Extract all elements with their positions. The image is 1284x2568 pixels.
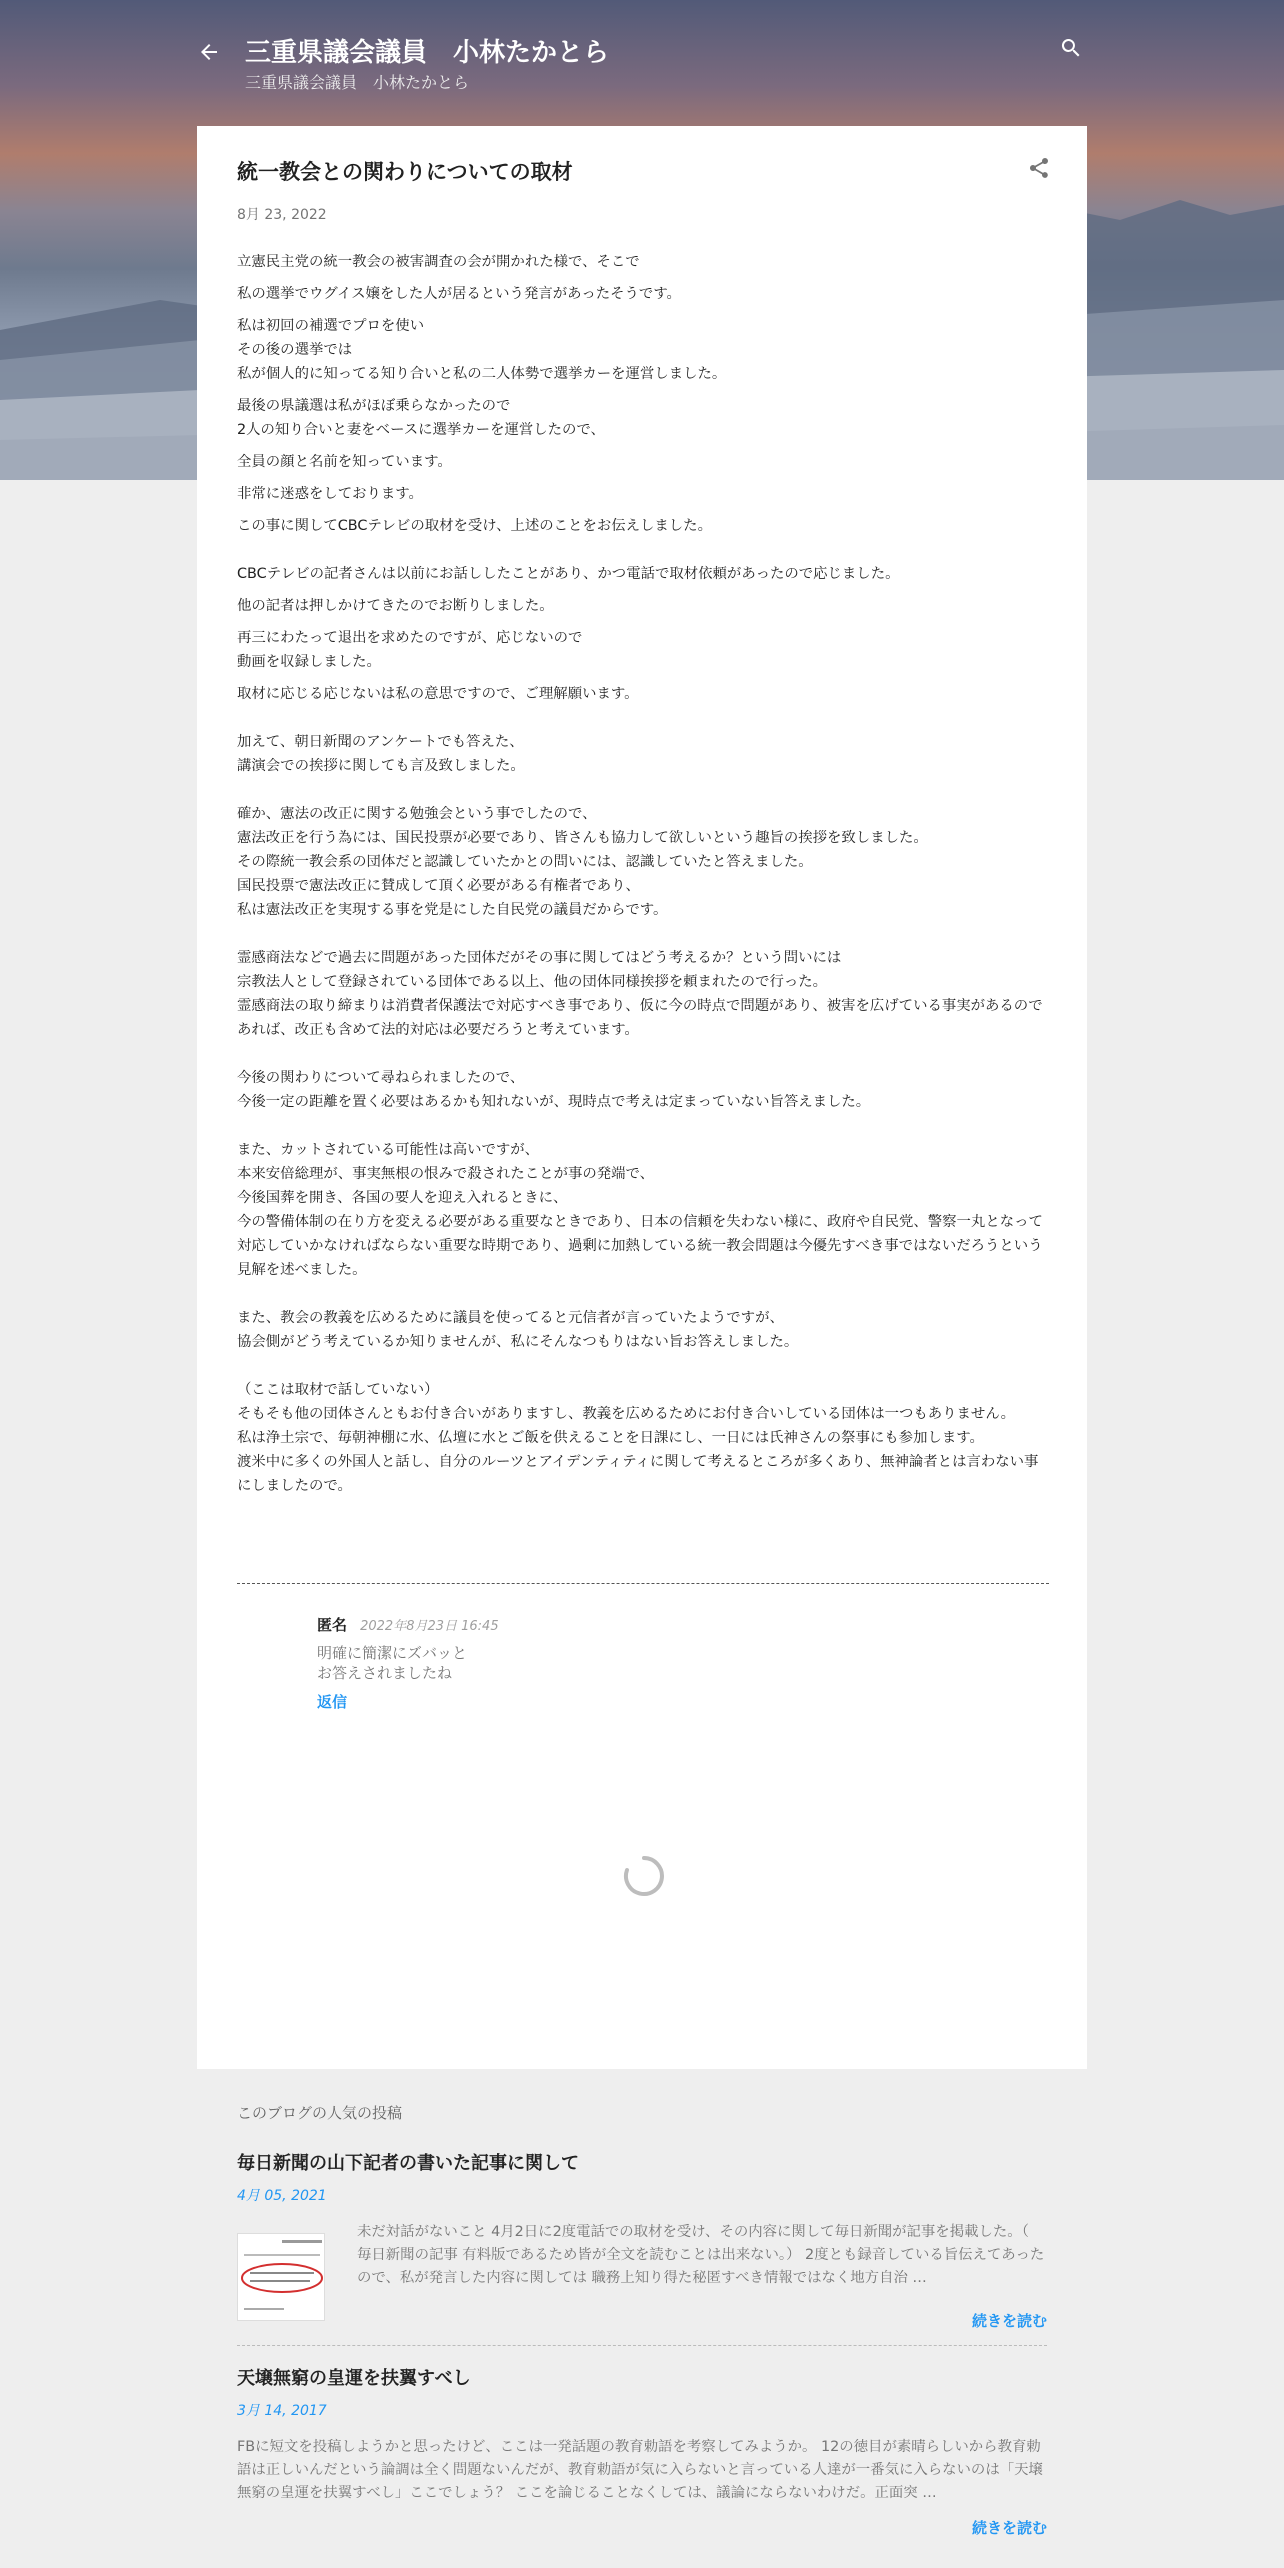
post-paragraph: 取材に応じる応じないは私の意思ですので、ご理解願います。 (237, 686, 639, 702)
popular-post-date[interactable]: 4月 05, 2021 (237, 2188, 327, 2204)
popular-post-separator (237, 2345, 1047, 2346)
popular-post-thumbnail[interactable] (237, 2233, 325, 2321)
back-arrow-icon[interactable] (197, 34, 223, 70)
popular-posts (237, 2102, 1047, 2538)
post-paragraph: 加えて、朝日新聞のアンケートでも答えた、 講演会での挨拶に関しても言及致しました。 (237, 734, 525, 774)
popular-post-title[interactable]: 天壌無窮の皇運を扶翼すべし (237, 2368, 471, 2389)
post-paragraph: CBCテレビの記者さんは以前にお話ししたことがあり、かつ電話で取材依頼があったので応じました。 (237, 566, 900, 582)
site-description: 三重県議会議員 小林たかとら (245, 73, 470, 92)
post-paragraph: 全員の顔と名前を知っています。 (237, 454, 452, 470)
post-paragraph: 私は初回の補選でプロを使い その後の選挙では 私が個人的に知ってる知り合いと私の二人体勢で選挙カーを運営しました。 (237, 318, 727, 382)
popular-post-date[interactable]: 3月 14, 2017 (237, 2403, 327, 2419)
site-title[interactable]: 三重県議会議員 小林たかとら (245, 38, 610, 68)
comment-timestamp[interactable]: 2022年8月23日 16:45 (360, 1619, 499, 1634)
comments-divider (237, 1583, 1049, 1584)
loading-spinner-icon (622, 1854, 666, 1898)
post-paragraph: 最後の県議選は私がほぼ乗らなかったので 2人の知り合いと妻をベースに選挙カーを運営したので、 (237, 398, 605, 438)
post-paragraph: 他の記者は押しかけてきたのでお断りしました。 (237, 598, 554, 614)
share-icon[interactable] (1027, 156, 1051, 180)
post-paragraph: 非常に迷惑をしております。 (237, 486, 423, 502)
comment-text (317, 1643, 1017, 1683)
reply-button[interactable]: 返信 (317, 1693, 348, 1711)
read-more-link[interactable]: 続きを読む (971, 2312, 1047, 2330)
post-paragraph: この事に関してCBCテレビの取材を受け、上述のことをお伝えしました。 (237, 518, 712, 534)
popular-post (237, 2364, 1047, 2538)
post-paragraph: 立憲民主党の統一教会の被害調査の会が開かれた様で、そこで (237, 254, 640, 270)
post-paragraph: 再三にわたって退出を求めたのですが、応じないので 動画を収録しました。 (237, 630, 583, 670)
post-paragraph: また、カットされている可能性は高いですが、 本来安倍総理が、事実無根の恨みで殺されたことが事の発端で、 今後国葬を開き、各国の要人を迎え入れるときに、 今の警備体制の在り方を変える必要がある重要なときであり、日本の信頼を失わない様に、政府や自民党、警察一丸となって対応していかなければならない重要な時期であり、過剰に加熱している統一教会問題は今優先すべき事ではないだろうという見解を述べました。 (237, 1142, 1043, 1278)
post-body (237, 250, 1049, 1498)
post-paragraph: 確か、憲法の改正に関する勉強会という事でしたので、 憲法改正を行う為には、国民投票が必要であり、皆さんも協力して欲しいという趣旨の挨拶を致しました。 その際統一教会系の団体だと認識していたかとの問いには、認識していたと答えました。 国民投票で憲法改正に賛成して頂く必要がある有権者であり、 私は憲法改正を実現する事を党是にした自民党の議員だからです。 (237, 806, 928, 918)
post-title[interactable]: 統一教会との関わりについての取材 (237, 160, 573, 184)
popular-post-snippet: FBに短文を投稿しようかと思ったけど、ここは一発話題の教育勅語を考察してみようか。 12の徳目が素晴らしいから教育勅語は正しいんだという論調は全く問題ないんだが、教育勅語が気に入らないと言っている人達が一番気に入らないのは「天壌無窮の皇運を扶翼すべし」ここでしょう？ ここを論じることなくしては、議論にならないわけだ。正面突 … (237, 2439, 1043, 2501)
popular-posts-heading: このブログの人気の投稿 (237, 2104, 403, 2122)
comment-text-line: お答えされましたね (317, 1664, 453, 1682)
comment-author: 匿名 (317, 1616, 348, 1634)
comment (317, 1614, 1017, 1712)
comment-text-line: 明確に簡潔にズバッと (317, 1644, 468, 1662)
popular-post-snippet: 未だ対話がないこと 4月2日に2度電話での取材を受け、その内容に関して毎日新聞が記事を掲載した。（ 毎日新聞の記事 有料版であるため皆が全文を読むことは出来ない。） 2度とも録音している旨伝えてあったので、私が発言した内容に関しては 職務上知り得た秘匿すべき情報ではなく地方自治 … (357, 2224, 1045, 2286)
post-card (197, 126, 1087, 2069)
post-paragraph: 私の選挙でウグイス嬢をした人が居るという発言があったそうです。 (237, 286, 681, 302)
post-date[interactable]: 8月 23, 2022 (237, 207, 327, 223)
post-paragraph: （ここは取材で話していない） そもそも他の団体さんともお付き合いがありますし、教義を広めるためにお付き合いしている団体は一つもありません。 私は浄土宗で、毎朝神棚に水、仏壇に水とご飯を供えることを日課にし、一日には氏神さんの祭事にも参加します。 渡米中に多くの外国人と話し、自分のルーツとアイデンティティに関して考えるところが多くあり、無神論者とは言わない事にしましたので。 (237, 1382, 1039, 1494)
popular-post (237, 2149, 1047, 2331)
read-more-link[interactable]: 続きを読む (971, 2519, 1047, 2537)
post-paragraph: また、教会の教義を広めるために議員を使ってると元信者が言っていたようですが、 協会側がどう考えているか知りませんが、私にそんなつもりはない旨お答えしました。 (237, 1310, 799, 1350)
popular-post-title[interactable]: 毎日新聞の山下記者の書いた記事に関して (237, 2153, 579, 2174)
post-paragraph: 霊感商法などで過去に問題があった団体だがその事に関してはどう考えるか？という問いには 宗教法人として登録されている団体である以上、他の団体同様挨拶を頼まれたので行った。 霊感商法の取り締まりは消費者保護法で対応すべき事であり、仮に今の時点で問題があり、被害を広げている事実があるのであれば、改正も含めて法的対応は必要だろうと考えています。 (237, 950, 1043, 1038)
post-paragraph: 今後の関わりについて尋ねられましたので、 今後一定の距離を置く必要はあるかも知れないが、現時点で考えは定まっていない旨答えました。 (237, 1070, 871, 1110)
search-icon[interactable] (1059, 36, 1087, 64)
top-bar (197, 30, 1087, 100)
